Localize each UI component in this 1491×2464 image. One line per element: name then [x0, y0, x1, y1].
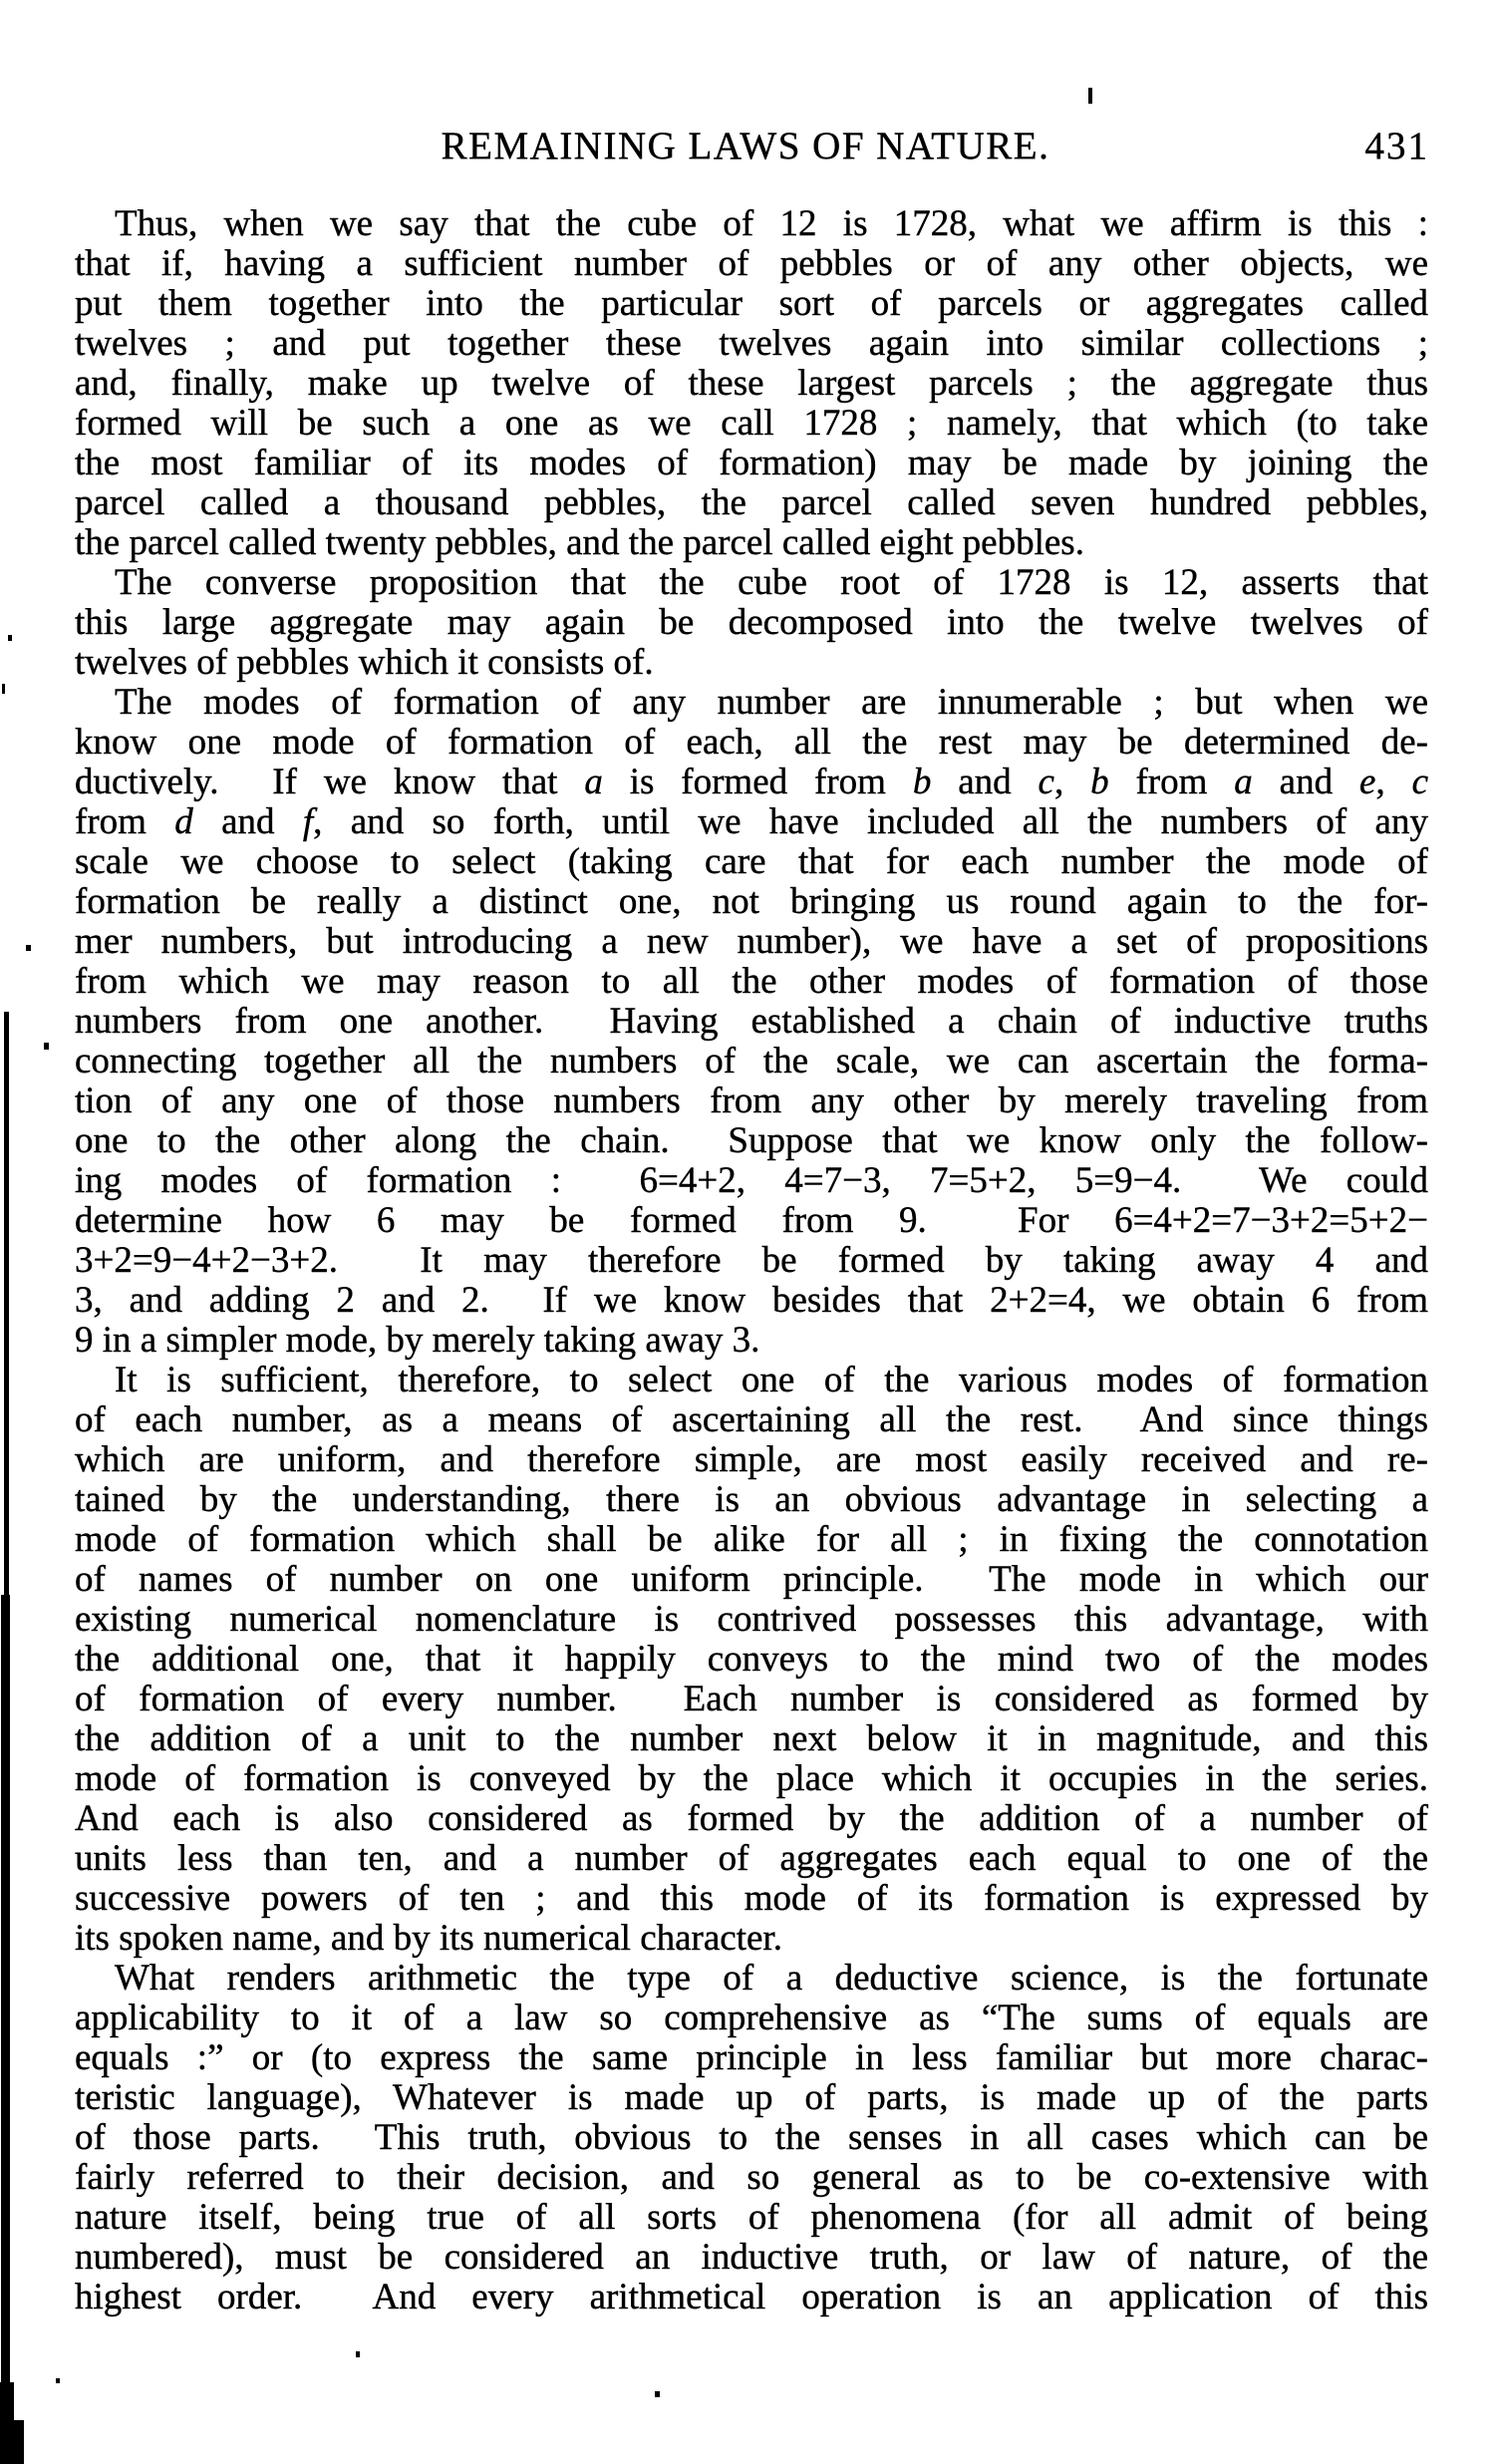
text-line: formation be really a distinct one, not bringing us round again to the for- [75, 881, 1428, 922]
text-line: Thus, when we say that the cube of 12 is 1728, what we affirm is this : [115, 203, 1428, 244]
running-title: REMAINING LAWS OF NATURE. [441, 125, 1050, 167]
text-line: this large aggregate may again be decomposed into the twelve twelves of [75, 602, 1428, 643]
text-line: put them together into the particular sort of parcels or aggregates called [75, 283, 1428, 324]
page-number: 431 [1364, 125, 1429, 167]
text-line: ing modes of formation : 6=4+2, 4=7−3, 7=5+2, 5=9−4. We could [75, 1160, 1428, 1201]
text-line: 3+2=9−4+2−3+2. It may therefore be formed by taking away 4 and [75, 1240, 1428, 1281]
scan-speck [2, 684, 5, 694]
text-line: that if, having a sufficient number of pebbles or of any other objects, we [75, 243, 1428, 284]
text-line: twelves of pebbles which it consists of. [75, 642, 654, 683]
text-line: the most familiar of its modes of formation) may be made by joining the [75, 443, 1428, 483]
scan-speck [356, 2351, 360, 2357]
text-line: 9 in a simpler mode, by merely taking away 3. [75, 1320, 760, 1361]
text-line: formed will be such a one as we call 1728 ; namely, that which (to take [75, 403, 1428, 444]
scan-speck [26, 945, 31, 951]
text-line: scale we choose to select (taking care that for each number the mode of [75, 841, 1428, 882]
text-line: the additional one, that it happily conveys to the mind two of the modes [75, 1639, 1428, 1680]
text-line: units less than ten, and a number of aggregates each equal to one of the [75, 1838, 1428, 1879]
text-line: of those parts. This truth, obvious to the senses in all cases which can be [75, 2117, 1428, 2158]
paragraph [75, 1361, 1428, 1959]
text-line: twelves ; and put together these twelves again into similar collections ; [75, 323, 1428, 364]
text-line: of each number, as a means of ascertaining all the rest. And since things [75, 1399, 1428, 1440]
text-line: What renders arithmetic the type of a deductive science, is the fortunate [115, 1958, 1428, 1999]
text-line: mer numbers, but introducing a new number), we have a set of propositions [75, 921, 1428, 962]
text-line: one to the other along the chain. Suppose that we know only the follow- [75, 1120, 1428, 1161]
text-line: ductively. If we know that a is formed from b and c, b from a and e, c [75, 762, 1429, 802]
text-line: of formation of every number. Each number is considered as formed by [75, 1679, 1428, 1719]
text-line: successive powers of ten ; and this mode of its formation is expressed by [75, 1878, 1428, 1919]
text-line: tion of any one of those numbers from any other by merely traveling from [75, 1080, 1428, 1121]
text-block [75, 204, 1428, 2317]
text-line: teristic language), Whatever is made up of parts, is made up of the parts [75, 2077, 1428, 2118]
text-line: the parcel called twenty pebbles, and the parcel called eight pebbles. [75, 522, 1084, 563]
text-line: existing numerical nomenclature is contrived possesses this advantage, with [75, 1599, 1428, 1640]
text-line: highest order. And every arithmetical operation is an application of this [75, 2277, 1428, 2317]
paragraph [75, 563, 1428, 683]
scan-speck [8, 635, 12, 641]
text-line: mode of formation which shall be alike for all ; in fixing the connotation [75, 1519, 1428, 1560]
text-line: and, finally, make up twelve of these largest parcels ; the aggregate thus [75, 363, 1428, 404]
paragraph [75, 1959, 1428, 2317]
text-line: the addition of a unit to the number next below it in magnitude, and this [75, 1718, 1428, 1759]
text-line: numbers from one another. Having established a chain of inductive truths [75, 1001, 1428, 1042]
text-line: The converse proposition that the cube root of 1728 is 12, asserts that [115, 562, 1428, 603]
text-line: equals :” or (to express the same principle in less familiar but more charac- [75, 2037, 1428, 2078]
text-line: It is sufficient, therefore, to select one of the various modes of formation [115, 1360, 1428, 1400]
text-line: mode of formation is conveyed by the place which it occupies in the series. [75, 1758, 1428, 1799]
paragraph [75, 204, 1428, 563]
text-line: from d and f, and so forth, until we have included all the numbers of any [75, 801, 1428, 842]
scan-speck [655, 2391, 660, 2397]
scan-speck [1088, 88, 1092, 104]
text-line: nature itself, being true of all sorts of phenomena (for all admit of being [75, 2197, 1428, 2238]
scan-speck [44, 1043, 49, 1050]
text-line: And each is also considered as formed by the addition of a number of [75, 1798, 1428, 1839]
text-line: its spoken name, and by its numerical character. [75, 1918, 782, 1959]
gutter-shadow [1, 1595, 10, 2382]
paragraph [75, 683, 1428, 1361]
gutter-shadow [0, 2420, 24, 2464]
gutter-shadow [4, 1012, 9, 1595]
text-line: which are uniform, and therefore simple, are most easily received and re- [75, 1439, 1428, 1480]
scan-speck [56, 2378, 60, 2383]
text-line: connecting together all the numbers of the scale, we can ascertain the forma- [75, 1041, 1428, 1081]
text-line: fairly referred to their decision, and so general as to be co-extensive with [75, 2157, 1428, 2198]
text-line: determine how 6 may be formed from 9. For 6=4+2=7−3+2=5+2− [75, 1200, 1428, 1241]
text-line: numbered), must be considered an inductive truth, or law of nature, of the [75, 2237, 1428, 2278]
text-line: tained by the understanding, there is an obvious advantage in selecting a [75, 1479, 1428, 1520]
text-line: The modes of formation of any number are innumerable ; but when we [115, 682, 1428, 723]
text-line: applicability to it of a law so comprehensive as “The sums of equals are [75, 1998, 1428, 2038]
text-line: parcel called a thousand pebbles, the parcel called seven hundred pebbles, [75, 482, 1428, 523]
text-line: of names of number on one uniform principle. The mode in which our [75, 1559, 1428, 1600]
text-line: 3, and adding 2 and 2. If we know besides that 2+2=4, we obtain 6 from [75, 1280, 1428, 1321]
text-line: know one mode of formation of each, all the rest may be determined de- [75, 722, 1428, 763]
text-line: from which we may reason to all the other modes of formation of those [75, 961, 1428, 1002]
